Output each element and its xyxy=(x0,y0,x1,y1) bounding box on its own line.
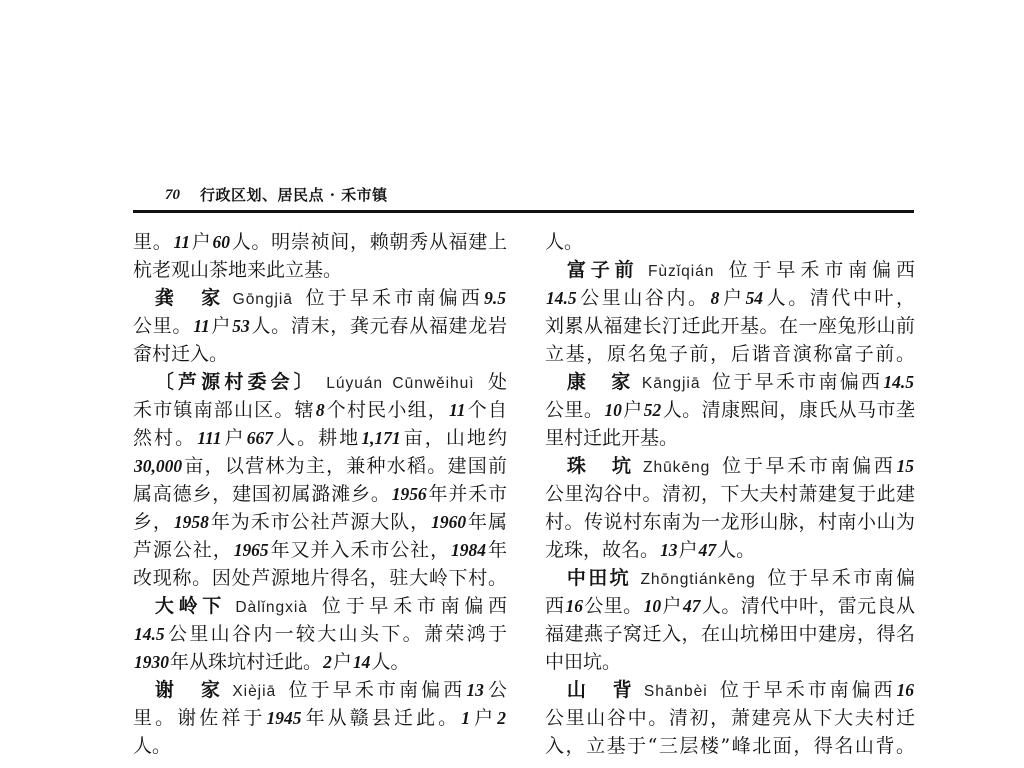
text-line xyxy=(545,648,915,676)
numeral: 1,171 xyxy=(361,428,401,448)
numeral: 1945 xyxy=(266,708,302,728)
body-text: 公里。 xyxy=(133,315,193,337)
body-text: 龙珠，故名。 xyxy=(545,539,660,561)
text-line xyxy=(133,536,507,564)
body-text: 杭老观山茶地来此立基。 xyxy=(133,259,343,281)
text-line xyxy=(133,732,507,760)
line-content xyxy=(567,567,915,589)
text-line xyxy=(133,620,507,648)
body-text: 亩，以营林为主，兼种水稻。建国前 xyxy=(183,455,507,477)
body-text: 人。 xyxy=(371,651,410,673)
text-line xyxy=(545,228,915,256)
line-content xyxy=(133,231,507,253)
body-text: 位于早禾市南偏西 xyxy=(317,595,507,617)
text-line xyxy=(545,676,915,704)
line-content xyxy=(133,399,507,421)
numeral: 11 xyxy=(173,232,190,252)
text-line xyxy=(133,368,507,396)
body-text: 乡， xyxy=(133,511,173,533)
line-content xyxy=(545,539,755,561)
line-content xyxy=(545,287,915,309)
line-content xyxy=(567,455,915,477)
line-content xyxy=(567,371,915,393)
numeral: 1956 xyxy=(391,484,427,504)
pinyin: Xièjiā xyxy=(232,683,277,700)
numeral: 14.5 xyxy=(134,624,165,644)
body-text: 个村民小组， xyxy=(325,399,448,421)
text-line xyxy=(133,312,507,340)
pinyin: Fùzǐqián xyxy=(647,263,715,280)
line-content xyxy=(133,343,228,365)
entry-heading: 中田坑 xyxy=(566,567,632,589)
body-text: 户 xyxy=(332,651,352,673)
body-text: 户 xyxy=(191,231,212,253)
page-number: 70 xyxy=(165,187,180,203)
running-head-title: 行政区划、居民点 · 禾市镇 xyxy=(200,186,388,204)
body-text: 公里沟谷中。清初，下大夫村萧建复于此建 xyxy=(545,483,915,505)
pinyin: Zhōngtiánkēng xyxy=(640,571,756,588)
body-text: 户 xyxy=(622,399,643,421)
entry-heading: 龚 家 xyxy=(154,287,224,309)
numeral: 16 xyxy=(565,596,583,616)
body-text: 禾市镇南部山区。辖 xyxy=(133,399,315,421)
body-text: 里村迁此开基。 xyxy=(545,427,679,449)
pinyin: Gōngjiā xyxy=(232,291,293,308)
text-line xyxy=(545,312,915,340)
body-text: 里。谢佐祥于 xyxy=(133,707,266,729)
body-text: 人。明崇祯间，赖朝秀从福建上 xyxy=(231,231,507,253)
line-content xyxy=(545,651,621,673)
body-text: 然村。 xyxy=(133,427,197,449)
text-line xyxy=(545,452,915,480)
text-line xyxy=(133,228,507,256)
text-line xyxy=(133,508,507,536)
text-line xyxy=(133,480,507,508)
numeral: 13 xyxy=(466,680,484,700)
numeral: 1965 xyxy=(233,540,269,560)
body-text: 年为禾市公社芦源大队， xyxy=(209,511,431,533)
line-content xyxy=(567,679,915,701)
body-text: 人。清康熙间，康氏从马市垄 xyxy=(662,399,915,421)
pinyin: Dàlǐngxià xyxy=(235,599,308,616)
line-content xyxy=(545,735,915,757)
pinyin: Lúyuán Cūnwěihuì xyxy=(326,375,475,392)
line-content xyxy=(133,483,507,505)
body-text: 西 xyxy=(545,595,565,617)
body-text: 里。 xyxy=(133,231,173,253)
body-text: 位于早禾市南偏西 xyxy=(285,679,466,701)
body-text: 年从赣县迁此。 xyxy=(302,707,461,729)
numeral: 11 xyxy=(193,316,210,336)
line-content xyxy=(155,287,507,309)
body-text: 年从珠坑村迁此。 xyxy=(170,651,323,673)
text-line xyxy=(545,368,915,396)
line-content xyxy=(133,707,507,729)
header-rule xyxy=(133,210,914,213)
numeral: 10 xyxy=(643,596,662,616)
text-line xyxy=(545,508,915,536)
body-text: 公 xyxy=(484,679,507,701)
body-text: 个自 xyxy=(466,399,507,421)
numeral: 8 xyxy=(315,400,325,420)
text-line xyxy=(133,704,507,732)
entry-heading: 富子前 xyxy=(566,259,639,281)
pinyin: Zhūkēng xyxy=(643,459,711,476)
line-content xyxy=(133,735,171,757)
numeral: 14.5 xyxy=(883,372,914,392)
line-content xyxy=(545,231,583,253)
body-text: 人。耕地 xyxy=(273,427,361,449)
text-line xyxy=(133,676,507,704)
body-text: 户 xyxy=(470,707,497,729)
entry-heading: 康 家 xyxy=(566,371,633,393)
body-text: 公里山谷内。 xyxy=(577,287,710,309)
numeral: 1930 xyxy=(134,652,169,672)
body-text: 年 xyxy=(487,539,507,561)
line-content xyxy=(133,539,507,561)
line-content xyxy=(133,623,507,645)
entry-heading: 大岭下 xyxy=(154,595,227,617)
numeral: 15 xyxy=(896,456,914,476)
entry-heading: 〔芦源村委会〕 xyxy=(154,371,317,393)
numeral: 667 xyxy=(246,428,273,448)
line-content xyxy=(133,511,507,533)
line-content xyxy=(545,707,915,729)
body-text: 中田坑。 xyxy=(545,651,622,673)
body-text: 位于早禾市南偏西 xyxy=(723,259,915,281)
line-content xyxy=(155,371,507,393)
text-line xyxy=(545,536,915,564)
body-text: 公里。 xyxy=(583,595,643,617)
numeral: 60 xyxy=(212,232,230,252)
line-content xyxy=(133,315,507,337)
body-text: 畲村迁入。 xyxy=(133,343,229,365)
body-text: 户 xyxy=(678,539,698,561)
line-content xyxy=(545,343,915,365)
line-content xyxy=(567,259,915,281)
numeral: 2 xyxy=(497,708,506,728)
body-text: 年又并入禾市公社， xyxy=(269,539,450,561)
body-text: 立基，原名兔子前，后谐音演称富子前。 xyxy=(545,343,915,365)
text-line xyxy=(133,340,507,368)
body-text: 人。清代中叶， xyxy=(764,287,915,309)
numeral: 30,000 xyxy=(134,456,183,476)
body-text: 村。传说村东南为一龙形山脉，村南小山为 xyxy=(545,511,915,533)
numeral: 10 xyxy=(604,400,622,420)
numeral: 1958 xyxy=(173,512,209,532)
line-content xyxy=(155,595,507,617)
text-line xyxy=(133,284,507,312)
body-text: 位于早禾市南偏西 xyxy=(716,679,896,701)
line-content xyxy=(545,511,915,533)
body-text: 户 xyxy=(720,287,745,309)
line-content xyxy=(133,651,409,673)
text-line xyxy=(545,284,915,312)
text-line xyxy=(133,648,507,676)
line-content xyxy=(545,427,678,449)
body-text: 户 xyxy=(662,595,682,617)
line-content xyxy=(133,427,507,449)
entry-heading: 珠 坑 xyxy=(566,455,634,477)
text-line xyxy=(545,732,915,760)
body-text: 公里。 xyxy=(545,399,604,421)
body-text: 位于早禾市南偏西 xyxy=(709,371,883,393)
numeral: 47 xyxy=(683,596,701,616)
body-text: 亩，山地约 xyxy=(401,427,507,449)
body-text: 入，立基于“三层楼”峰北面，得名山背。 xyxy=(545,735,915,757)
text-line xyxy=(545,256,915,284)
body-text: 户 xyxy=(222,427,246,449)
body-text: 属高德乡，建国初属潞滩乡。 xyxy=(133,483,391,505)
body-text: 公里山谷内一较大山头下。萧荣鸿于 xyxy=(165,623,507,645)
line-content xyxy=(545,595,915,617)
entry-heading: 山 背 xyxy=(566,679,635,701)
numeral: 14 xyxy=(352,652,371,672)
body-text: 位于早禾市南偏西 xyxy=(302,287,484,309)
text-line xyxy=(545,592,915,620)
line-content xyxy=(545,483,915,505)
line-content xyxy=(133,259,342,281)
body-text: 刘累从福建长汀迁此开基。在一座兔形山前 xyxy=(545,315,915,337)
body-text: 位于早禾市南偏西 xyxy=(719,455,896,477)
body-text: 户 xyxy=(210,315,232,337)
body-text: 位于早禾市南偏 xyxy=(765,567,915,589)
line-content xyxy=(133,455,507,477)
line-content xyxy=(545,623,915,645)
numeral: 53 xyxy=(232,316,250,336)
pinyin: Kāngjiā xyxy=(641,375,701,392)
text-line xyxy=(545,564,915,592)
numeral: 1960 xyxy=(431,512,467,532)
left-column xyxy=(133,228,507,760)
text-line xyxy=(545,704,915,732)
right-column xyxy=(545,228,915,760)
text-line xyxy=(545,340,915,368)
text-line xyxy=(133,452,507,480)
numeral: 52 xyxy=(643,400,662,420)
text-line xyxy=(545,396,915,424)
body-text: 处 xyxy=(483,371,507,393)
numeral: 8 xyxy=(710,288,720,308)
body-text: 年并禾市 xyxy=(427,483,507,505)
text-line xyxy=(133,564,507,592)
numeral: 14.5 xyxy=(546,288,577,308)
numeral: 13 xyxy=(660,540,678,560)
body-text: 公里山谷中。清初，萧建亮从下大夫村迁 xyxy=(545,707,915,729)
body-text: 人。清代中叶，雷元良从 xyxy=(701,595,915,617)
numeral: 9.5 xyxy=(484,288,506,308)
line-content xyxy=(155,679,507,701)
entry-heading: 谢 家 xyxy=(154,679,224,701)
line-content xyxy=(133,567,507,589)
text-line xyxy=(545,620,915,648)
line-content xyxy=(545,399,915,421)
body-text: 福建燕子窝迁入，在山坑梯田中建房，得名 xyxy=(545,623,915,645)
numeral: 54 xyxy=(745,288,764,308)
numeral: 1984 xyxy=(451,540,486,560)
pinyin: Shānbèi xyxy=(643,683,708,700)
body-text: 人。 xyxy=(133,735,172,757)
text-line xyxy=(133,396,507,424)
text-line xyxy=(133,424,507,452)
numeral: 16 xyxy=(896,680,914,700)
numeral: 111 xyxy=(197,428,222,448)
numeral: 2 xyxy=(323,652,332,672)
numeral: 47 xyxy=(698,540,717,560)
numeral: 11 xyxy=(449,400,466,420)
body-text: 人。清末，龚元春从福建龙岩 xyxy=(250,315,507,337)
body-text: 改现称。因处芦源地片得名，驻大岭下村。 xyxy=(133,567,507,589)
text-line xyxy=(133,592,507,620)
line-content xyxy=(545,315,915,337)
text-line xyxy=(133,256,507,284)
numeral: 1 xyxy=(461,708,470,728)
body-text: 年属 xyxy=(467,511,507,533)
body-text: 芦源公社， xyxy=(133,539,233,561)
body-text: 人。 xyxy=(717,539,756,561)
text-line xyxy=(545,424,915,452)
text-line xyxy=(545,480,915,508)
body-text: 人。 xyxy=(545,231,584,253)
